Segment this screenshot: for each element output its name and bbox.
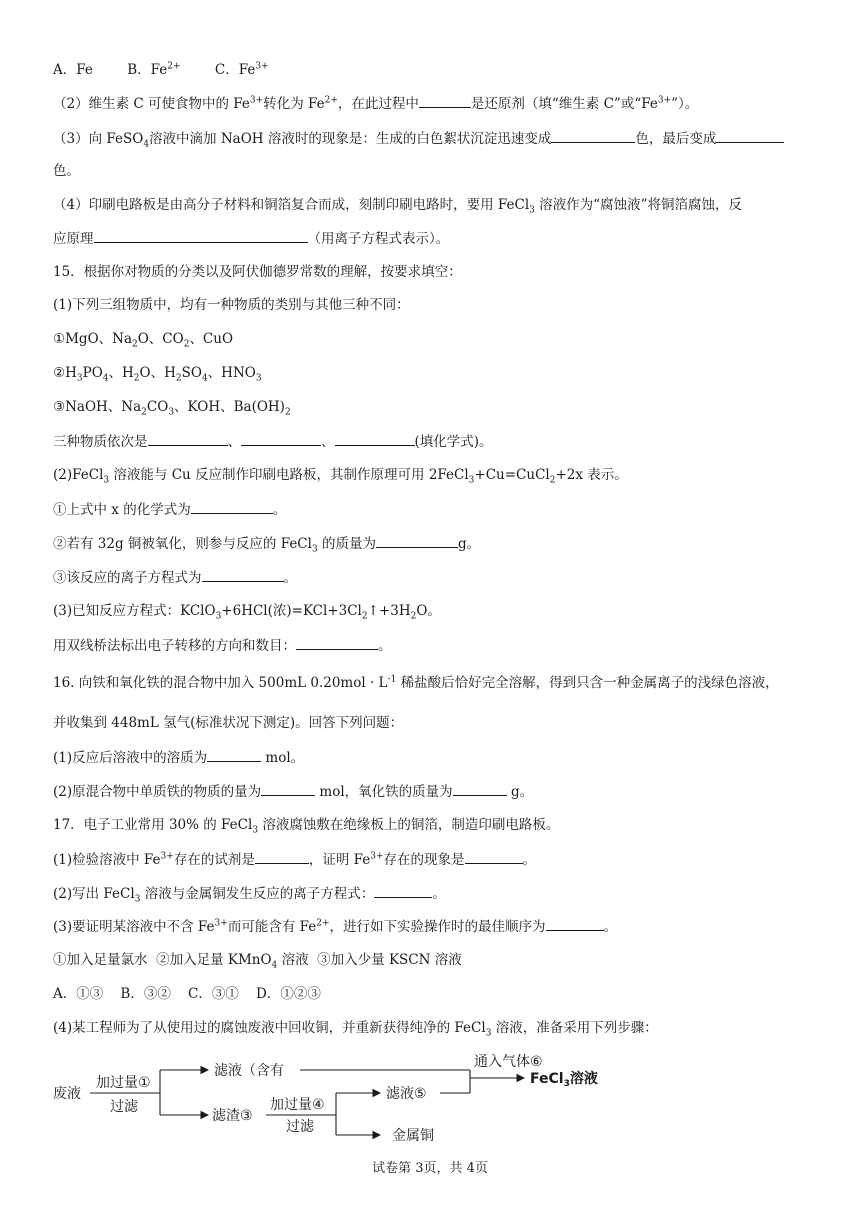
text: 是还原剂（填“维生素 C”或“Fe xyxy=(470,96,658,112)
text: (4)某工程师为了从使用过的腐蚀废液中回收铜，并重新获得纯净的 FeCl xyxy=(53,1020,486,1036)
q15-group1 xyxy=(53,330,233,348)
text: ，进行如下实验操作时的最佳顺序为 xyxy=(329,919,546,935)
sub: 3 xyxy=(168,407,175,418)
answer-blank[interactable] xyxy=(453,782,507,796)
text: （2）维生素 C 可使食物中的 Fe xyxy=(53,96,250,112)
answer-blank[interactable] xyxy=(261,782,315,796)
sup: 3+ xyxy=(160,851,174,862)
option-a: A．Fe xyxy=(53,62,93,78)
text: 三种物质依次是 xyxy=(53,434,148,450)
text: ②H xyxy=(53,365,77,381)
q16-line1 xyxy=(53,674,779,692)
text: 溶液与金属铜发生反应的离子方程式： xyxy=(140,886,375,902)
sup: 2+ xyxy=(167,61,181,72)
text: 、H xyxy=(108,365,134,381)
q15-part1 xyxy=(53,296,410,314)
text: 。 xyxy=(378,638,392,654)
text: +Cu=CuCl xyxy=(474,467,550,483)
q17-part4 xyxy=(53,1019,658,1037)
q16-line2 xyxy=(53,714,403,732)
q17-part2 xyxy=(53,884,446,903)
text: 、HNO xyxy=(207,365,256,381)
text: ①加入足量氯水 ②加入足量 KMnO xyxy=(53,952,272,968)
flow-residue: 滤渣③ xyxy=(212,1108,253,1124)
answer-blank[interactable] xyxy=(551,129,635,143)
text: ①MgO、Na xyxy=(53,331,132,347)
process-flowchart xyxy=(0,1045,860,1150)
q14-part3 xyxy=(53,129,784,148)
flow-copper: 金属铜 xyxy=(392,1128,434,1144)
q15-part2 xyxy=(53,466,628,484)
answer-blank[interactable] xyxy=(546,917,604,931)
answer-blank[interactable] xyxy=(94,229,308,243)
flow-step4-top: 加过量④ xyxy=(270,1097,325,1113)
text: g。 xyxy=(458,536,481,552)
sub: 2 xyxy=(361,611,368,622)
text: ，在此过程中 xyxy=(337,96,419,112)
sub: 4 xyxy=(102,373,109,384)
text: (1)检验溶液中 Fe xyxy=(53,852,161,868)
sub: 2 xyxy=(410,611,417,622)
answer-blank[interactable] xyxy=(376,534,458,548)
answer-blank[interactable] xyxy=(716,129,784,143)
sup: 3+ xyxy=(370,851,384,862)
sub: 3 xyxy=(529,205,535,216)
text: 溶液中滴加 NaOH 溶液时的现象是：生成的白色絮状沉淀迅速变成 xyxy=(149,131,552,147)
text: 稀盐酸后恰好完全溶解，得到只含一种金属离子的浅绿色溶液， xyxy=(396,675,779,691)
text: 16. 向铁和氧化铁的混合物中加入 500mL 0.20mol · L xyxy=(53,675,388,691)
text: (填化学式)。 xyxy=(414,434,493,450)
sub: 3 xyxy=(468,475,475,486)
text: mol。 xyxy=(261,750,305,766)
answer-blank[interactable] xyxy=(465,850,523,864)
sub: 3 xyxy=(255,373,262,384)
text: O、CO xyxy=(137,331,184,347)
q14-part4-cont xyxy=(53,229,449,248)
sub: 3 xyxy=(311,544,318,555)
text: 15．根据你对物质的分类以及阿伏伽德罗常数的理解，按要求填空： xyxy=(53,264,462,280)
answer-blank[interactable] xyxy=(191,500,273,514)
flow-step1-top: 加过量① xyxy=(96,1075,151,1091)
text: ③NaOH、Na xyxy=(53,399,142,415)
flow-product: FeCl$_3$溶液 xyxy=(530,1071,598,1089)
answer-blank[interactable] xyxy=(207,748,261,762)
sup: 3+ xyxy=(249,95,264,106)
text: 转化为 Fe xyxy=(263,96,325,112)
q14-part4 xyxy=(53,196,742,214)
text: +2x 表示。 xyxy=(555,467,628,483)
q14-options xyxy=(53,61,269,79)
q15-part3 xyxy=(53,602,441,620)
text: 的质量为 xyxy=(317,536,376,552)
text: ，证明 Fe xyxy=(308,852,371,868)
answer-blank[interactable] xyxy=(202,568,284,582)
sub: 4 xyxy=(201,373,208,384)
q17-part1 xyxy=(53,850,536,869)
text: 。 xyxy=(432,886,446,902)
text: ②若有 32g 铜被氧化，则参与反应的 FeCl xyxy=(53,536,312,552)
sub: 3 xyxy=(485,1028,492,1039)
text: （用离子方程式表示）。 xyxy=(307,231,450,247)
text: PO xyxy=(82,365,103,381)
sub: 2 xyxy=(183,339,190,350)
sup: 3+ xyxy=(657,95,672,106)
text: 色，最后变成 xyxy=(635,131,717,147)
text: mol，氧化铁的质量为 xyxy=(315,784,453,800)
sub: 3 xyxy=(76,373,83,384)
flow-step4-bottom: 过滤 xyxy=(286,1119,314,1135)
answer-blank[interactable] xyxy=(148,432,228,446)
q17-operations xyxy=(53,951,462,969)
q15-part2-3 xyxy=(53,568,297,587)
sub: 2 xyxy=(141,407,147,418)
text: 溶液 ③加入少量 KSCN 溶液 xyxy=(277,952,462,968)
sup: 2+ xyxy=(324,95,338,106)
q15-sequence xyxy=(53,432,493,451)
text: 用双线桥法标出电子转移的方向和数目： xyxy=(53,638,296,654)
text: 应原理 xyxy=(53,231,94,247)
q15-part3-b xyxy=(53,636,392,655)
q16-part2 xyxy=(53,782,533,801)
text: 。 xyxy=(272,502,287,518)
text: 。 xyxy=(283,570,297,586)
text: 存在的试剂是 xyxy=(173,852,255,868)
answer-blank[interactable] xyxy=(296,636,378,650)
q15-group2 xyxy=(53,364,262,382)
text: ”）。 xyxy=(671,96,699,112)
text: O。 xyxy=(416,603,441,619)
q15-group3 xyxy=(53,398,291,416)
sub: 2 xyxy=(133,373,140,384)
answer-blank[interactable] xyxy=(419,94,471,108)
text: (1)反应后溶液中的溶质为 xyxy=(53,750,208,766)
text: 、CuO xyxy=(189,331,234,347)
option-c: C．Fe xyxy=(214,62,256,78)
q15-part2-1 xyxy=(53,500,286,519)
sup: 3+ xyxy=(214,918,228,929)
sub: 3 xyxy=(252,825,259,836)
sup: -1 xyxy=(387,674,397,685)
sup: 2+ xyxy=(316,918,330,929)
sub: 3 xyxy=(103,475,110,486)
answer-blank[interactable] xyxy=(255,850,309,864)
flow-waste: 废液 xyxy=(53,1086,81,1102)
text: 溶液，准备采用下列步骤： xyxy=(491,1020,658,1036)
text: 、KOH、Ba(OH) xyxy=(174,399,285,415)
sub: 4 xyxy=(271,960,278,971)
sub: 2 xyxy=(284,407,291,418)
text: 溶液能与 Cu 反应制作印刷电路板，其制作原理可用 2FeCl xyxy=(109,467,469,483)
text: SO xyxy=(181,365,202,381)
text: (3)已知反应方程式：KClO xyxy=(53,603,216,619)
text: 溶液腐蚀敷在绝缘板上的铜箔，制造印刷电路板。 xyxy=(258,817,560,833)
text: 色。 xyxy=(53,163,80,179)
text: (2)原混合物中单质铁的物质的量为 xyxy=(53,784,262,800)
text: ③该反应的离子方程式为 xyxy=(53,570,202,586)
text: +6HCl(浓)=KCl+3Cl xyxy=(221,603,362,619)
text: 溶液作为“腐蚀液”将铜箔腐蚀，反 xyxy=(534,197,742,213)
text: 而可能含有 Fe xyxy=(227,919,317,935)
q14-part3-cont xyxy=(53,162,80,180)
flow-filtrate: 滤液（含有 xyxy=(214,1063,284,1079)
text: （3）向 FeSO xyxy=(53,131,144,147)
text: 、 xyxy=(321,434,335,450)
answer-blank[interactable] xyxy=(335,432,415,446)
text: 。 xyxy=(603,919,618,935)
text: 。 xyxy=(522,852,537,868)
text: ①上式中 x 的化学式为 xyxy=(53,502,191,518)
text: (1)下列三组物质中，均有一种物质的类别与其他三种不同： xyxy=(53,297,410,313)
text: A．①③ B．③② C．③① D．①②③ xyxy=(53,986,321,1002)
sup: 3+ xyxy=(255,61,269,72)
text: O、H xyxy=(139,365,176,381)
q17-part3 xyxy=(53,917,617,936)
sub: 3 xyxy=(134,894,141,905)
text: CO xyxy=(146,399,169,415)
sub: 2 xyxy=(132,339,138,350)
text: (2)FeCl xyxy=(53,467,104,483)
text: 存在的现象是 xyxy=(383,852,465,868)
text: 、 xyxy=(227,434,241,450)
flow-filtrate5: 滤液⑤ xyxy=(386,1086,427,1102)
q15-part2-2 xyxy=(53,534,480,553)
sub: 2 xyxy=(175,373,182,384)
q16-part1 xyxy=(53,748,304,767)
sub: 3 xyxy=(215,611,222,622)
answer-blank[interactable] xyxy=(374,884,432,898)
text: （4）印刷电路板是由高分子材料和铜箔复合而成，刻制印刷电路时，要用 FeCl xyxy=(53,197,530,213)
q17-choices xyxy=(53,985,321,1003)
q15-title xyxy=(53,263,462,281)
text: (2)写出 FeCl xyxy=(53,886,135,902)
answer-blank[interactable] xyxy=(241,432,321,446)
option-b: B．Fe xyxy=(127,62,168,78)
text: 并收集到 448mL 氢气(标准状况下测定)。回答下列问题： xyxy=(53,715,404,731)
page-footer: 试卷第 3页，共 4页 xyxy=(372,1161,488,1176)
flow-step1-bottom: 过滤 xyxy=(110,1099,138,1115)
q14-part2 xyxy=(53,94,698,113)
text: (3)要证明某溶液中不含 Fe xyxy=(53,919,215,935)
flow-gas6: 通入气体⑥ xyxy=(474,1054,543,1070)
sub: 2 xyxy=(549,475,556,486)
q17-title xyxy=(53,816,559,834)
text: g。 xyxy=(506,784,534,800)
sub: 4 xyxy=(143,139,150,150)
text: ↑+3H xyxy=(367,603,411,619)
text: 17．电子工业常用 30% 的 FeCl xyxy=(53,817,253,833)
